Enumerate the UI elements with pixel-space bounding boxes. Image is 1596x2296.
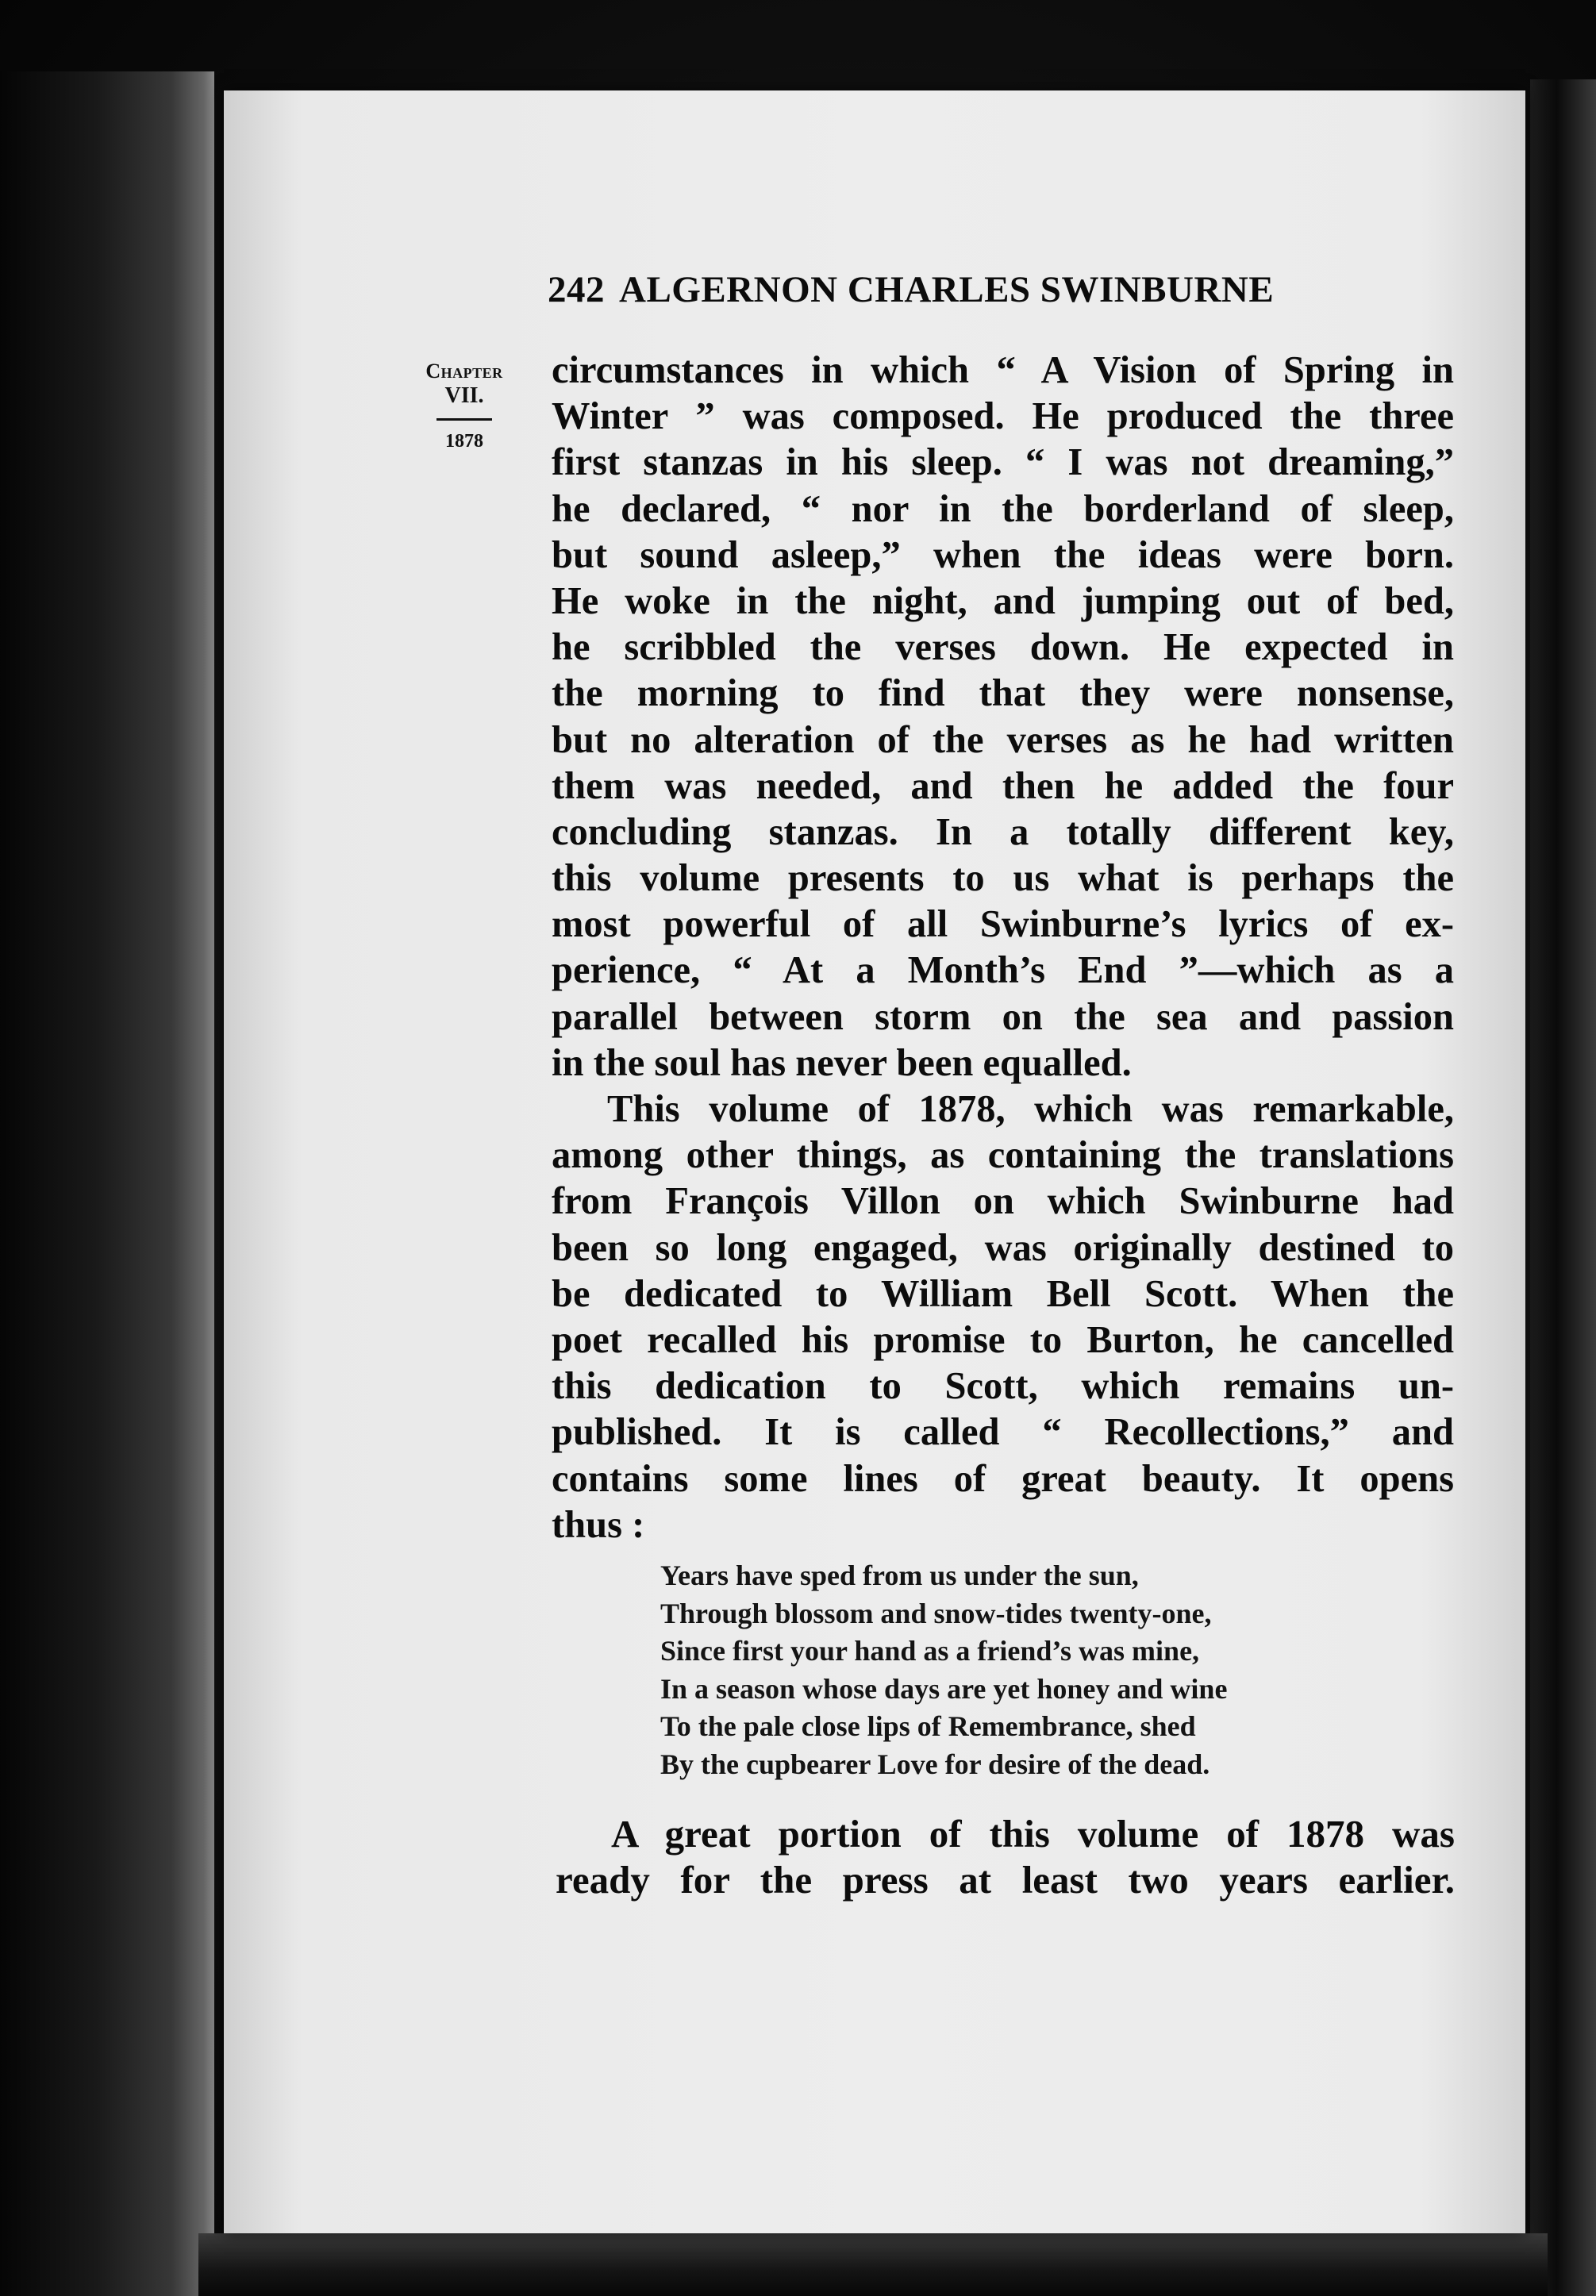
running-title: ALGERNON CHARLES SWINBURNE	[619, 269, 1275, 310]
text-line: This volume of 1878, which was remarkable,	[607, 1088, 1454, 1130]
text-line: he scribbled the verses down. He expected in	[552, 626, 1454, 669]
text-line: but sound asleep,” when the ideas were born.	[552, 533, 1454, 576]
text-line: he declared, “ nor in the borderland of sleep,	[552, 487, 1454, 530]
paragraph-2	[552, 1086, 1454, 1548]
text-line: the morning to find that they were nonsense,	[552, 672, 1454, 715]
poem-line: In a season whose days are yet honey and wine	[660, 1672, 1228, 1705]
text-line: Winter ” was composed. He produced the three	[552, 395, 1454, 438]
text-line: poet recalled his promise to Burton, he cancelled	[552, 1318, 1454, 1361]
text-line: this volume presents to us what is perhaps the	[552, 857, 1454, 900]
text-line: parallel between storm on the sea and passion	[552, 995, 1454, 1038]
margin-rule	[436, 418, 492, 421]
margin-year: 1878	[445, 431, 483, 452]
text-line: He woke in the night, and jumping out of bed,	[552, 579, 1454, 622]
text-line: from François Villon on which Swinburne had	[552, 1180, 1454, 1223]
text-line: most powerful of all Swinburne’s lyrics of ex-	[552, 903, 1454, 946]
poem-line: By the cupbearer Love for desire of the dead.	[660, 1748, 1210, 1780]
body-text	[552, 348, 1454, 1548]
text-line: perience, “ At a Month’s End ”—which as a	[552, 949, 1454, 992]
text-line: them was needed, and then he added the four	[552, 764, 1454, 807]
poem-line: Through blossom and snow-tides twenty-one,	[660, 1597, 1212, 1629]
text-line: first stanzas in his sleep. “ I was not dreaming,”	[552, 441, 1454, 484]
poem-quotation	[660, 1557, 1414, 1783]
text-line: A great portion of this volume of 1878 was	[611, 1812, 1455, 1856]
page-number: 242	[548, 269, 605, 310]
text-line: but no alteration of the verses as he had written	[552, 718, 1454, 761]
running-head	[548, 268, 1476, 311]
text-line: thus :	[552, 1503, 645, 1546]
text-line: been so long engaged, was originally destined to	[552, 1226, 1454, 1269]
text-line: ready for the press at least two years earlier.	[556, 1858, 1455, 1902]
margin-note	[413, 361, 516, 451]
poem-line: Since first your hand as a friend’s was mine,	[660, 1635, 1200, 1667]
text-line: published. It is called “ Recollections,” and	[552, 1411, 1454, 1454]
text-line: concluding stanzas. In a totally different key,	[552, 810, 1454, 853]
poem-line: To the pale close lips of Remembrance, shed	[660, 1710, 1196, 1742]
book-left-edge	[0, 71, 214, 2296]
text-line: be dedicated to William Bell Scott. When the	[552, 1272, 1454, 1315]
paragraph-3	[556, 1811, 1455, 1903]
paragraph-1	[552, 348, 1454, 1086]
text-line: among other things, as containing the translations	[552, 1134, 1454, 1177]
book-bottom-edge	[198, 2233, 1548, 2296]
text-line: circumstances in which “ A Vision of Spring in	[552, 349, 1454, 391]
poem-line: Years have sped from us under the sun,	[660, 1560, 1139, 1591]
text-line: contains some lines of great beauty. It opens	[552, 1457, 1454, 1500]
margin-chapter-number: VII.	[444, 383, 484, 408]
margin-chapter-label: Chapter	[425, 360, 503, 383]
text-line: in the soul has never been equalled.	[552, 1041, 1132, 1084]
text-line: this dedication to Scott, which remains un-	[552, 1365, 1454, 1408]
book-right-edge	[1530, 79, 1596, 2296]
